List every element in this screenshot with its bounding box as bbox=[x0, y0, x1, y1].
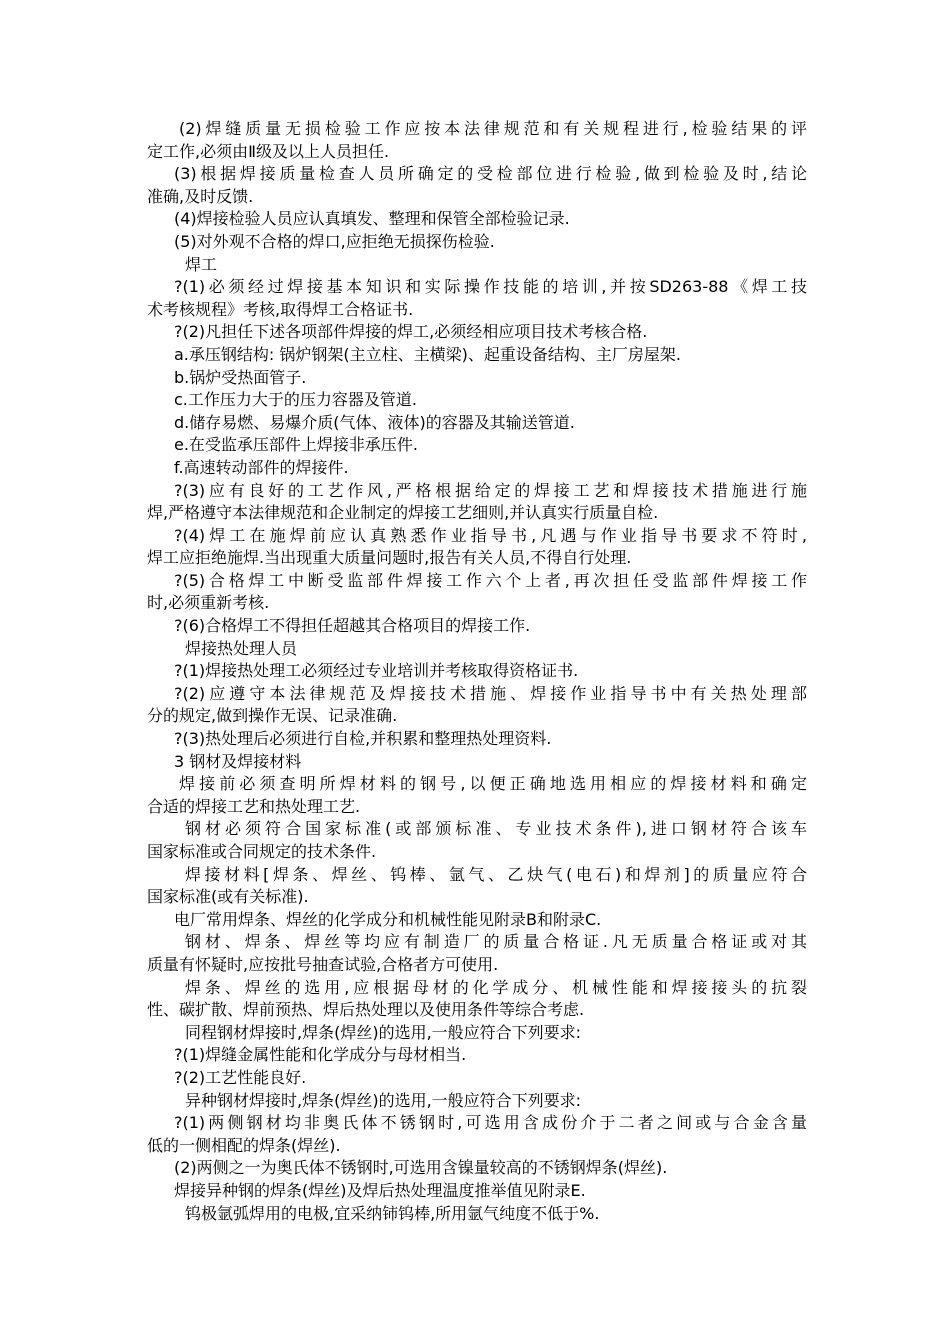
text-line: 国家标准或合同规定的技术条件. bbox=[147, 842, 377, 861]
text-line: (5)对外观不合格的焊口,应拒绝无损探伤检验. bbox=[174, 231, 495, 251]
text-line: 3 钢材及焊接材料 bbox=[174, 751, 302, 771]
text-line: ?(2)凡担任下述各项部件焊接的焊工,必须经相应项目技术考核合格. bbox=[174, 322, 648, 342]
text-line: 焊工 bbox=[185, 254, 218, 274]
text-line: 电厂常用焊条、焊丝的化学成分和机械性能见附录B和附录C. bbox=[174, 909, 602, 929]
text-line: 焊,严格遵守本法律规范和企业制定的焊接工艺细则,并认真实行质量自检. bbox=[147, 503, 659, 523]
text-line: (4)焊接检验人员应认真填发、整理和保管全部检验记录. bbox=[174, 209, 570, 229]
text-line: 合适的焊接工艺和热处理工艺. bbox=[147, 796, 361, 816]
text-line: f.高速转动部件的焊接件. bbox=[174, 457, 349, 477]
text-line: 质量有怀疑时,应按批号抽查试验,合格者方可使用. bbox=[147, 954, 499, 974]
text-line: (2)两侧之一为奥氏体不锈钢时,可选用含镍量较高的不锈钢焊条(焊丝). bbox=[174, 1158, 668, 1178]
text-line: (2)焊缝质量无损检验工作应按本法律规范和有关规程进行,检验结果的评 bbox=[179, 119, 807, 138]
text-line: 定工作,必须由Ⅱ级及以上人员担任. bbox=[147, 141, 390, 161]
text-line: 异种钢材焊接时,焊条(焊丝)的选用,一般应符合下列要求: bbox=[185, 1090, 582, 1110]
text-line: ?(2)应遵守本法律规范及焊接技术措施、焊接作业指导书中有关热处理部 bbox=[174, 683, 807, 703]
text-line: 低的一侧相配的焊条(焊丝). bbox=[147, 1135, 341, 1155]
text-line: 钢材、焊条、焊丝等均应有制造厂的质量合格证.凡无质量合格证或对其 bbox=[185, 932, 807, 952]
text-line: ?(1)焊缝金属性能和化学成分与母材相当. bbox=[174, 1045, 467, 1065]
text-line: 准确,及时反馈. bbox=[147, 186, 254, 206]
text-line: 性、碳扩散、焊前预热、焊后热处理以及使用条件等综合考虑. bbox=[147, 1000, 585, 1020]
text-line: ?(6)合格焊工不得担任超越其合格项目的焊接工作. bbox=[174, 616, 531, 636]
text-line: ?(2)工艺性能良好. bbox=[174, 1067, 307, 1087]
text-line: c.工作压力大于的压力容器及管道. bbox=[174, 390, 417, 410]
text-line: ?(1)焊接热处理工必须经过专业培训并考核取得资格证书. bbox=[174, 661, 579, 681]
text-line: ?(1)两侧钢材均非奥氏体不锈钢时,可选用含成份介于二者之间或与合金含量 bbox=[174, 1113, 807, 1133]
document-body bbox=[147, 118, 807, 1225]
text-line: 焊工应拒绝施焊.当出现重大质量问题时,报告有关人员,不得自行处理. bbox=[147, 548, 632, 568]
text-line: d.储存易燃、易爆介质(气体、液体)的容器及其输送管道. bbox=[174, 412, 575, 432]
text-line: 焊接热处理人员 bbox=[185, 638, 298, 658]
text-line: 国家标准(或有关标准). bbox=[147, 887, 309, 907]
text-line: a.承压钢结构: 锅炉钢架(主立柱、主横梁)、起重设备结构、主厂房屋架. bbox=[174, 344, 681, 364]
text-line: ?(5)合格焊工中断受监部件焊接工作六个上者,再次担任受监部件焊接工作 bbox=[174, 570, 807, 590]
text-line: ?(3)热处理后必须进行自检,并积累和整理热处理资料. bbox=[174, 729, 552, 749]
text-line: 焊接前必须查明所焊材料的钢号,以便正确地选用相应的焊接材料和确定 bbox=[179, 774, 807, 794]
text-line: 时,必须重新考核. bbox=[147, 593, 270, 613]
text-line: 钢材必须符合国家标准(或部颁标准、专业技术条件),进口钢材符合该车 bbox=[185, 819, 807, 839]
text-line: 分的规定,做到操作无误、记录准确. bbox=[147, 706, 398, 726]
text-line: b.锅炉受热面管子. bbox=[174, 367, 307, 387]
text-line: 焊接材料[焊条、焊丝、钨棒、氩气、乙炔气(电石)和焊剂]的质量应符合 bbox=[185, 864, 807, 884]
text-line: 焊条、焊丝的选用,应根据母材的化学成分、机械性能和焊接接头的抗裂 bbox=[185, 977, 807, 997]
text-line: 术考核规程》考核,取得焊工合格证书. bbox=[147, 299, 414, 319]
text-line: 钨极氩弧焊用的电极,宜采纳铈钨棒,所用氩气纯度不低于%. bbox=[185, 1203, 600, 1223]
text-line: ?(1)必须经过焊接基本知识和实际操作技能的培训,并按SD263-88《焊工技 bbox=[174, 277, 807, 297]
text-line: 同程钢材焊接时,焊条(焊丝)的选用,一般应符合下列要求: bbox=[185, 1022, 582, 1042]
text-line: (3)根据焊接质量检查人员所确定的受检部位进行检验,做到检验及时,结论 bbox=[174, 164, 807, 184]
text-line: ?(3)应有良好的工艺作风,严格根据给定的焊接工艺和焊接技术措施进行施 bbox=[174, 480, 807, 500]
text-line: e.在受监承压部件上焊接非承压件. bbox=[174, 435, 419, 455]
text-line: ?(4)焊工在施焊前应认真熟悉作业指导书,凡遇与作业指导书要求不符时, bbox=[174, 525, 807, 545]
text-line: 焊接异种钢的焊条(焊丝)及焊后热处理温度推举值见附录E. bbox=[174, 1180, 586, 1200]
